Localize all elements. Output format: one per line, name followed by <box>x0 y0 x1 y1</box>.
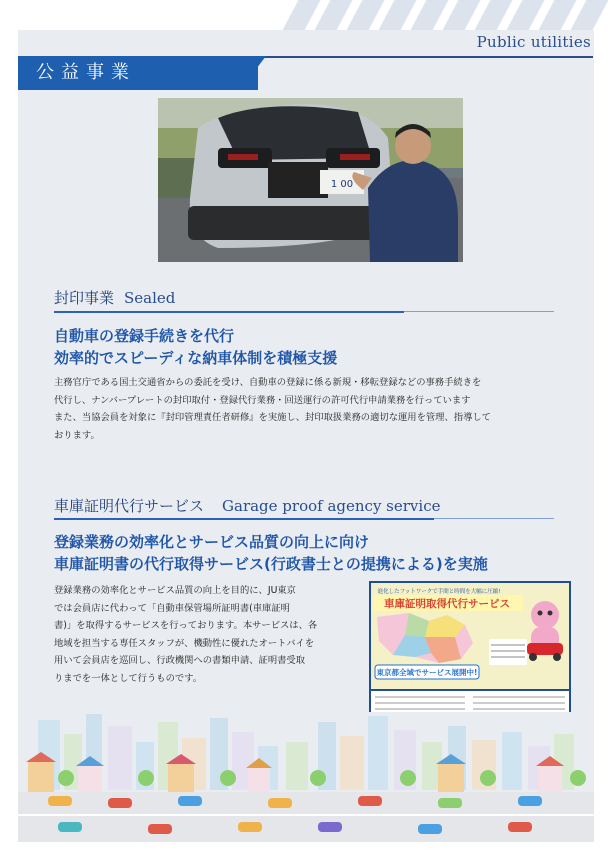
garage-body-line: 地域を担当する専任スタッフが、機動性に優れたオートバイを <box>54 637 315 649</box>
sealing-photo <box>158 98 463 262</box>
sealed-body-line: 代行し、ナンバープレートの封印取付・登録代行業務・回送運行の許可代行申請業務を行っています <box>54 394 471 406</box>
flyer-title: 車庫証明取得代行サービス <box>384 598 510 610</box>
garage-title-en: Garage proof agency service <box>222 497 441 515</box>
garage-subtitle-1: 登録業務の効率化とサービス品質の向上に向け <box>54 533 370 551</box>
garage-service-flyer <box>369 581 571 729</box>
garage-rule <box>54 518 434 520</box>
license-plate-text: 1 00 <box>330 179 354 190</box>
sealed-title-en: Sealed <box>124 289 176 307</box>
garage-body-line: では会員店に代わって「自動車保管場所証明書(車庫証明 <box>54 602 290 614</box>
garage-body-line: 用いて会員店を巡回し、行政機関への書類申請、証明書受取 <box>54 655 306 666</box>
garage-body-line: りまでを一体として行うものです。 <box>54 672 203 684</box>
sealed-body-line: おります。 <box>54 429 100 441</box>
flyer-banner: 東京都全域でサービス展開中! <box>376 668 478 677</box>
garage-body-line: 登録業務の効率化とサービス品質の向上を目的に、JU東京 <box>54 585 296 596</box>
garage-body <box>54 582 360 687</box>
section-banner-tail <box>240 56 266 90</box>
garage-title-jp: 車庫証明代行サービス <box>54 497 205 515</box>
garage-rule-light <box>434 518 554 519</box>
sealed-body <box>54 374 564 444</box>
header-stripes <box>0 0 611 34</box>
sealed-subtitle-2: 効率的でスピーディな納車体制を積極支援 <box>54 349 338 367</box>
city-illustration <box>18 712 594 842</box>
sealed-body-line: 主務官庁である国土交通省からの委託を受け、自動車の登録に係る新規・移転登録などの事務手続きを <box>54 377 482 388</box>
sealed-heading <box>54 288 175 308</box>
sealed-title-jp: 封印事業 <box>54 289 115 307</box>
sealed-rule-light <box>404 311 554 312</box>
garage-body-line: 書)」を取得するサービスを行っております。本サービスは、各 <box>54 620 318 631</box>
garage-subtitle-2: 車庫証明書の代行取得サービス(行政書士との提携による)を実施 <box>54 555 488 573</box>
sealed-rule <box>54 311 404 313</box>
section-title: 公益事業 <box>36 62 136 83</box>
garage-heading <box>54 496 440 516</box>
sealed-subtitle-1: 自動車の登録手続きを代行 <box>54 327 235 345</box>
flyer-tagline: 進化したフットワークで手間と時間を大幅に圧縮! <box>377 589 501 595</box>
english-section-title: Public utilities <box>476 33 591 51</box>
sealed-body-line: また、当協会員を対象に『封印管理責任者研修』を実施し、封印取扱業務の適切な運用を管理、指導して <box>54 412 491 423</box>
